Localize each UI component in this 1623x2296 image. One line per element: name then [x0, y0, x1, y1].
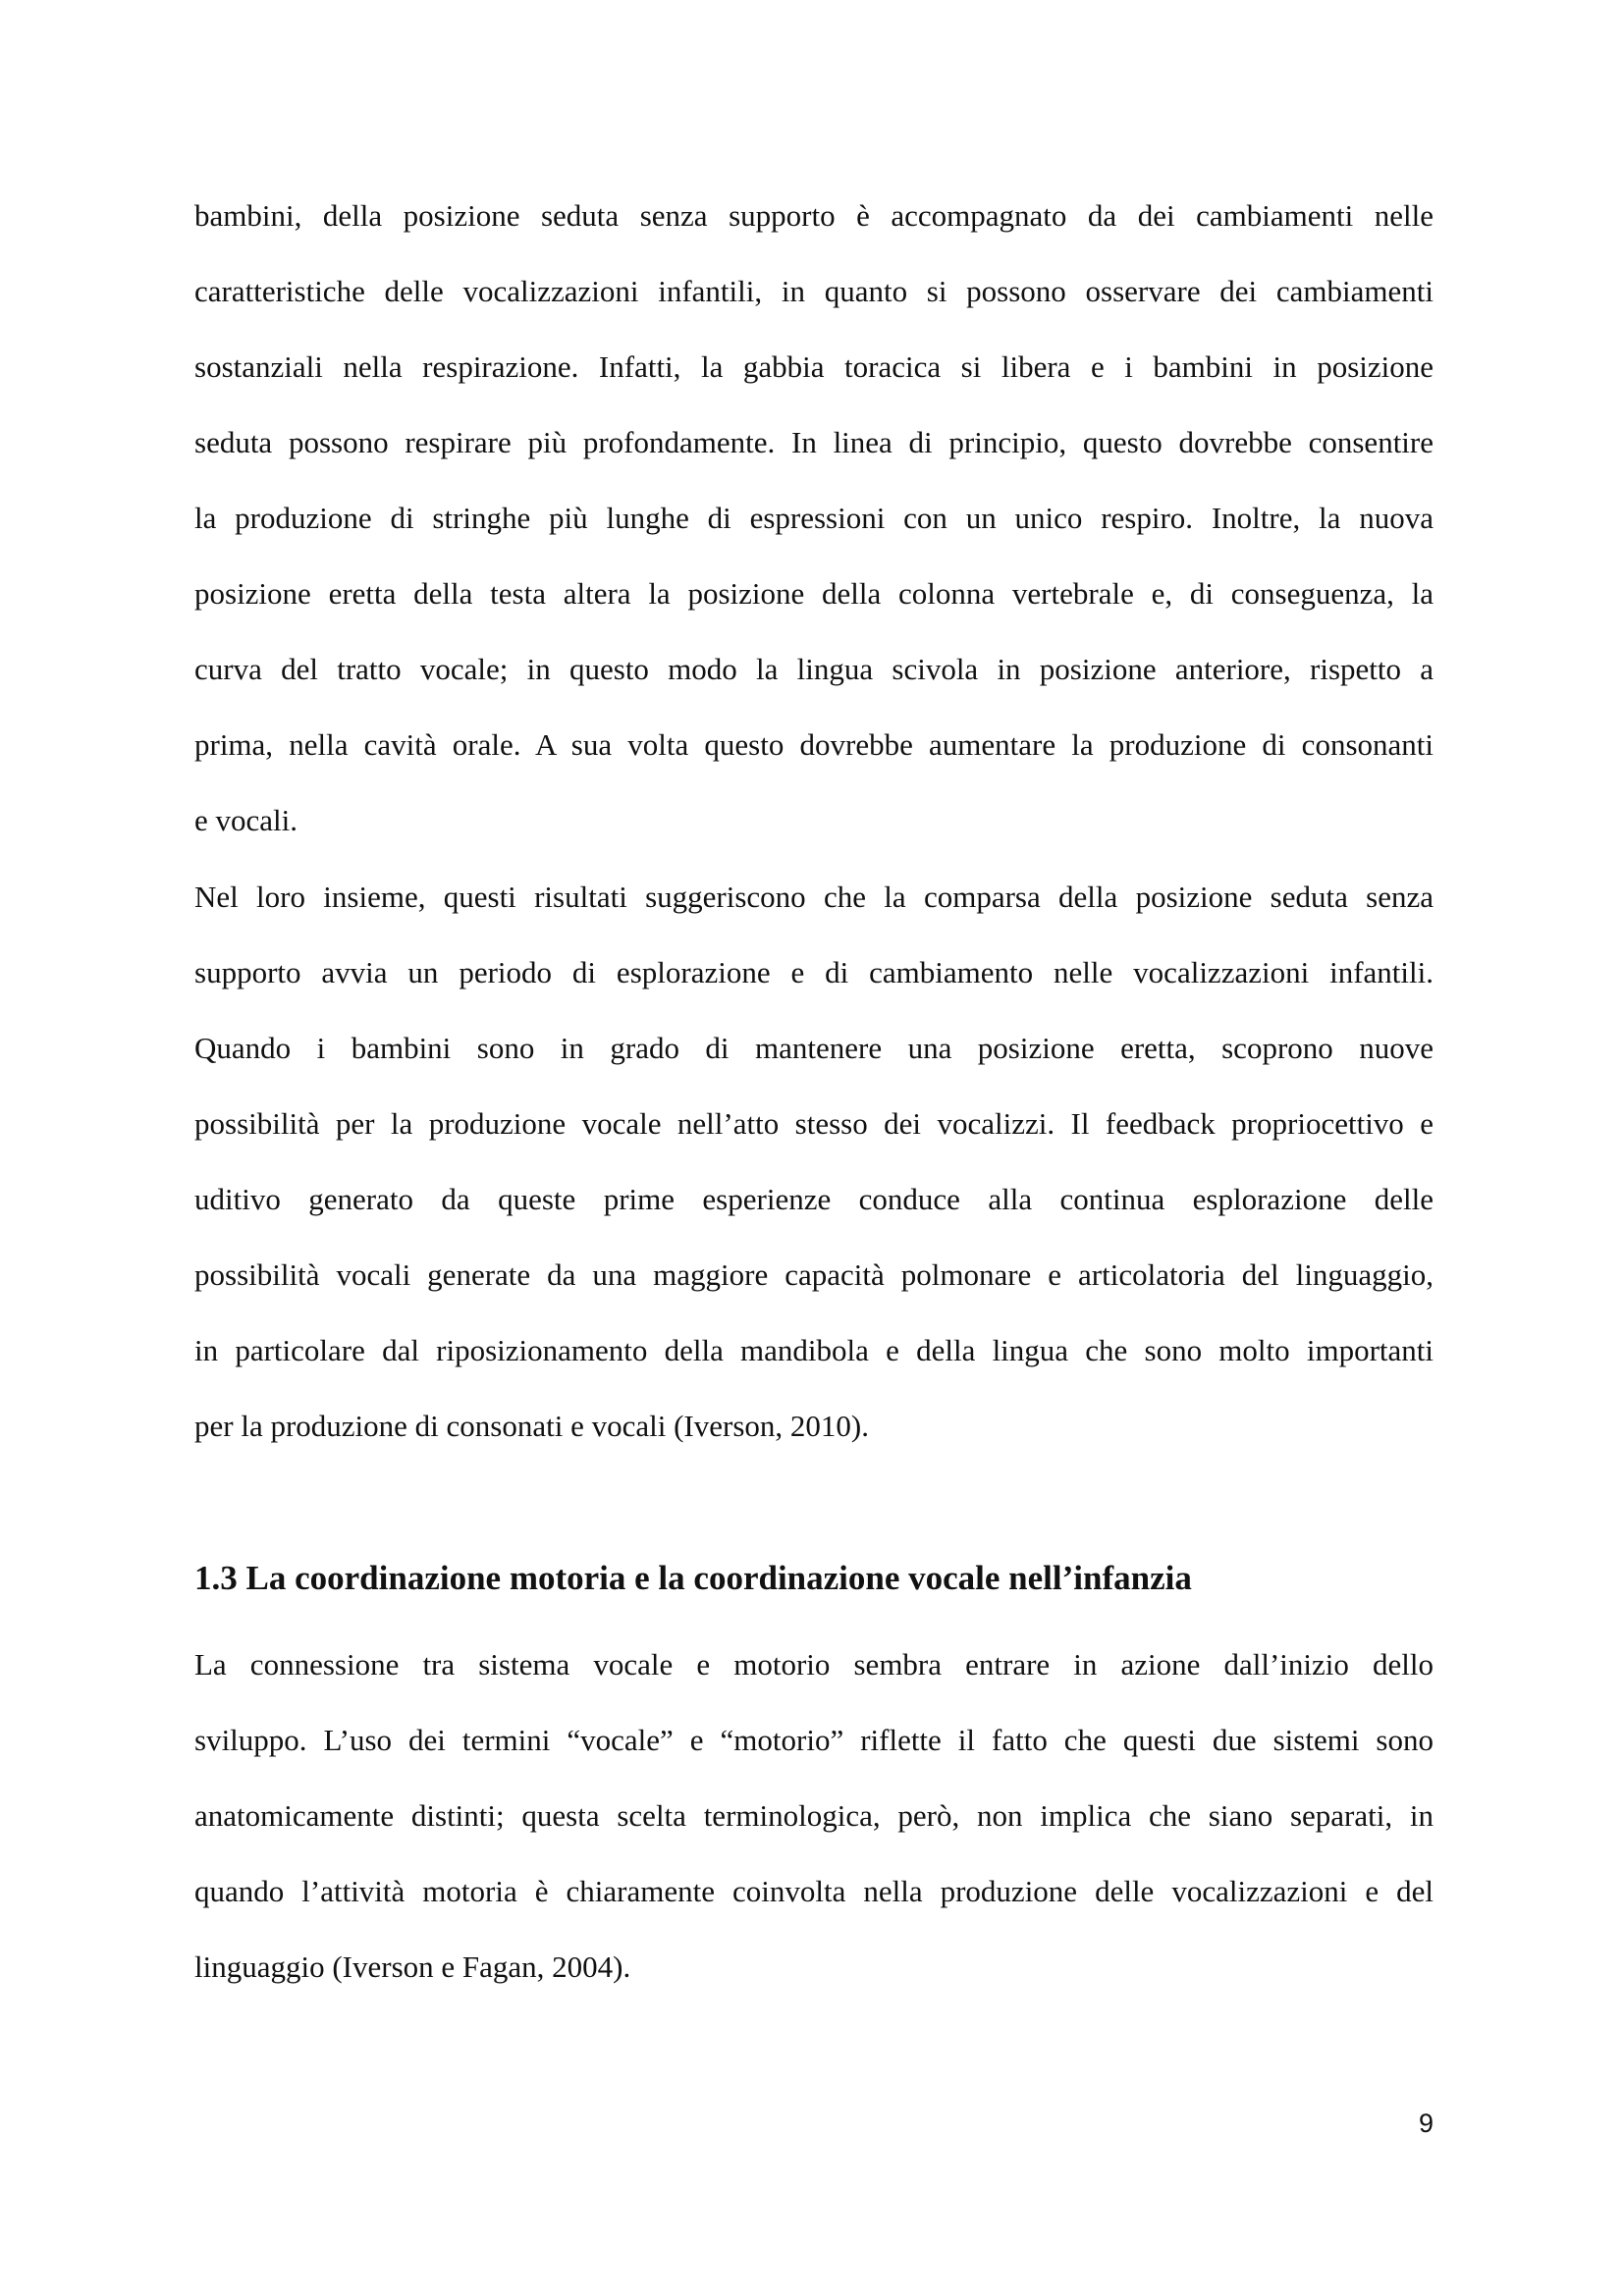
- paragraph-2-line: Quando i bambini sono in grado di mantenere una posizione eretta, scoprono nuove: [194, 1031, 1434, 1065]
- paragraph-1-line: e vocali.: [194, 803, 298, 837]
- paragraph-2-line: per la produzione di consonati e vocali (Iverson, 2010).: [194, 1409, 869, 1443]
- paragraph-2-line: in particolare dal riposizionamento della mandibola e della lingua che sono molto importanti: [194, 1333, 1434, 1367]
- paragraph-3-line: linguaggio (Iverson e Fagan, 2004).: [194, 1949, 631, 1984]
- paragraph-2-line: supporto avvia un periodo di esplorazione e di cambiamento nelle vocalizzazioni infantili.: [194, 955, 1434, 989]
- page-number: 9: [1418, 2109, 1434, 2138]
- paragraph-1-line: la produzione di stringhe più lunghe di espressioni con un unico respiro. Inoltre, la nuova: [194, 501, 1434, 535]
- paragraph-2-line: possibilità vocali generate da una maggiore capacità polmonare e articolatoria del linguaggio,: [194, 1257, 1434, 1292]
- section-heading: 1.3 La coordinazione motoria e la coordinazione vocale nell’infanzia: [194, 1559, 1192, 1597]
- paragraph-2: [194, 859, 1434, 1464]
- paragraph-1-line: seduta possono respirare più profondamente. In linea di principio, questo dovrebbe consentire: [194, 425, 1434, 459]
- paragraph-1-line: prima, nella cavità orale. A sua volta questo dovrebbe aumentare la produzione di consonanti: [194, 727, 1434, 762]
- paragraph-2-line: uditivo generato da queste prime esperienze conduce alla continua esplorazione delle: [194, 1182, 1434, 1216]
- paragraph-1-line: bambini, della posizione seduta senza supporto è accompagnato da dei cambiamenti nelle: [194, 198, 1434, 233]
- paragraph-1-line: sostanziali nella respirazione. Infatti, la gabbia toracica si libera e i bambini in posizione: [194, 349, 1434, 384]
- paragraph-3-line: quando l’attività motoria è chiaramente coinvolta nella produzione delle vocalizzazioni e del: [194, 1874, 1434, 1908]
- paragraph-3-line: La connessione tra sistema vocale e motorio sembra entrare in azione dall’inizio dello: [194, 1647, 1434, 1682]
- paragraph-3-line: sviluppo. L’uso dei termini “vocale” e “motorio” riflette il fatto che questi due sistemi sono: [194, 1723, 1434, 1757]
- paragraph-3-line: anatomicamente distinti; questa scelta terminologica, però, non implica che siano separati, in: [194, 1798, 1434, 1833]
- paragraph-3: [194, 1627, 1434, 2004]
- paragraph-1-line: caratteristiche delle vocalizzazioni infantili, in quanto si possono osservare dei cambiamenti: [194, 274, 1434, 308]
- paragraph-1-line: posizione eretta della testa altera la posizione della colonna vertebrale e, di conseguenza, la: [194, 576, 1434, 611]
- paragraph-1-line: curva del tratto vocale; in questo modo la lingua scivola in posizione anteriore, rispetto a: [194, 652, 1434, 686]
- paragraph-2-line: possibilità per la produzione vocale nell’atto stesso dei vocalizzi. Il feedback propriocettivo e: [194, 1106, 1434, 1141]
- paragraph-1: [194, 178, 1434, 858]
- paragraph-2-line: Nel loro insieme, questi risultati suggeriscono che la comparsa della posizione seduta senza: [194, 880, 1434, 914]
